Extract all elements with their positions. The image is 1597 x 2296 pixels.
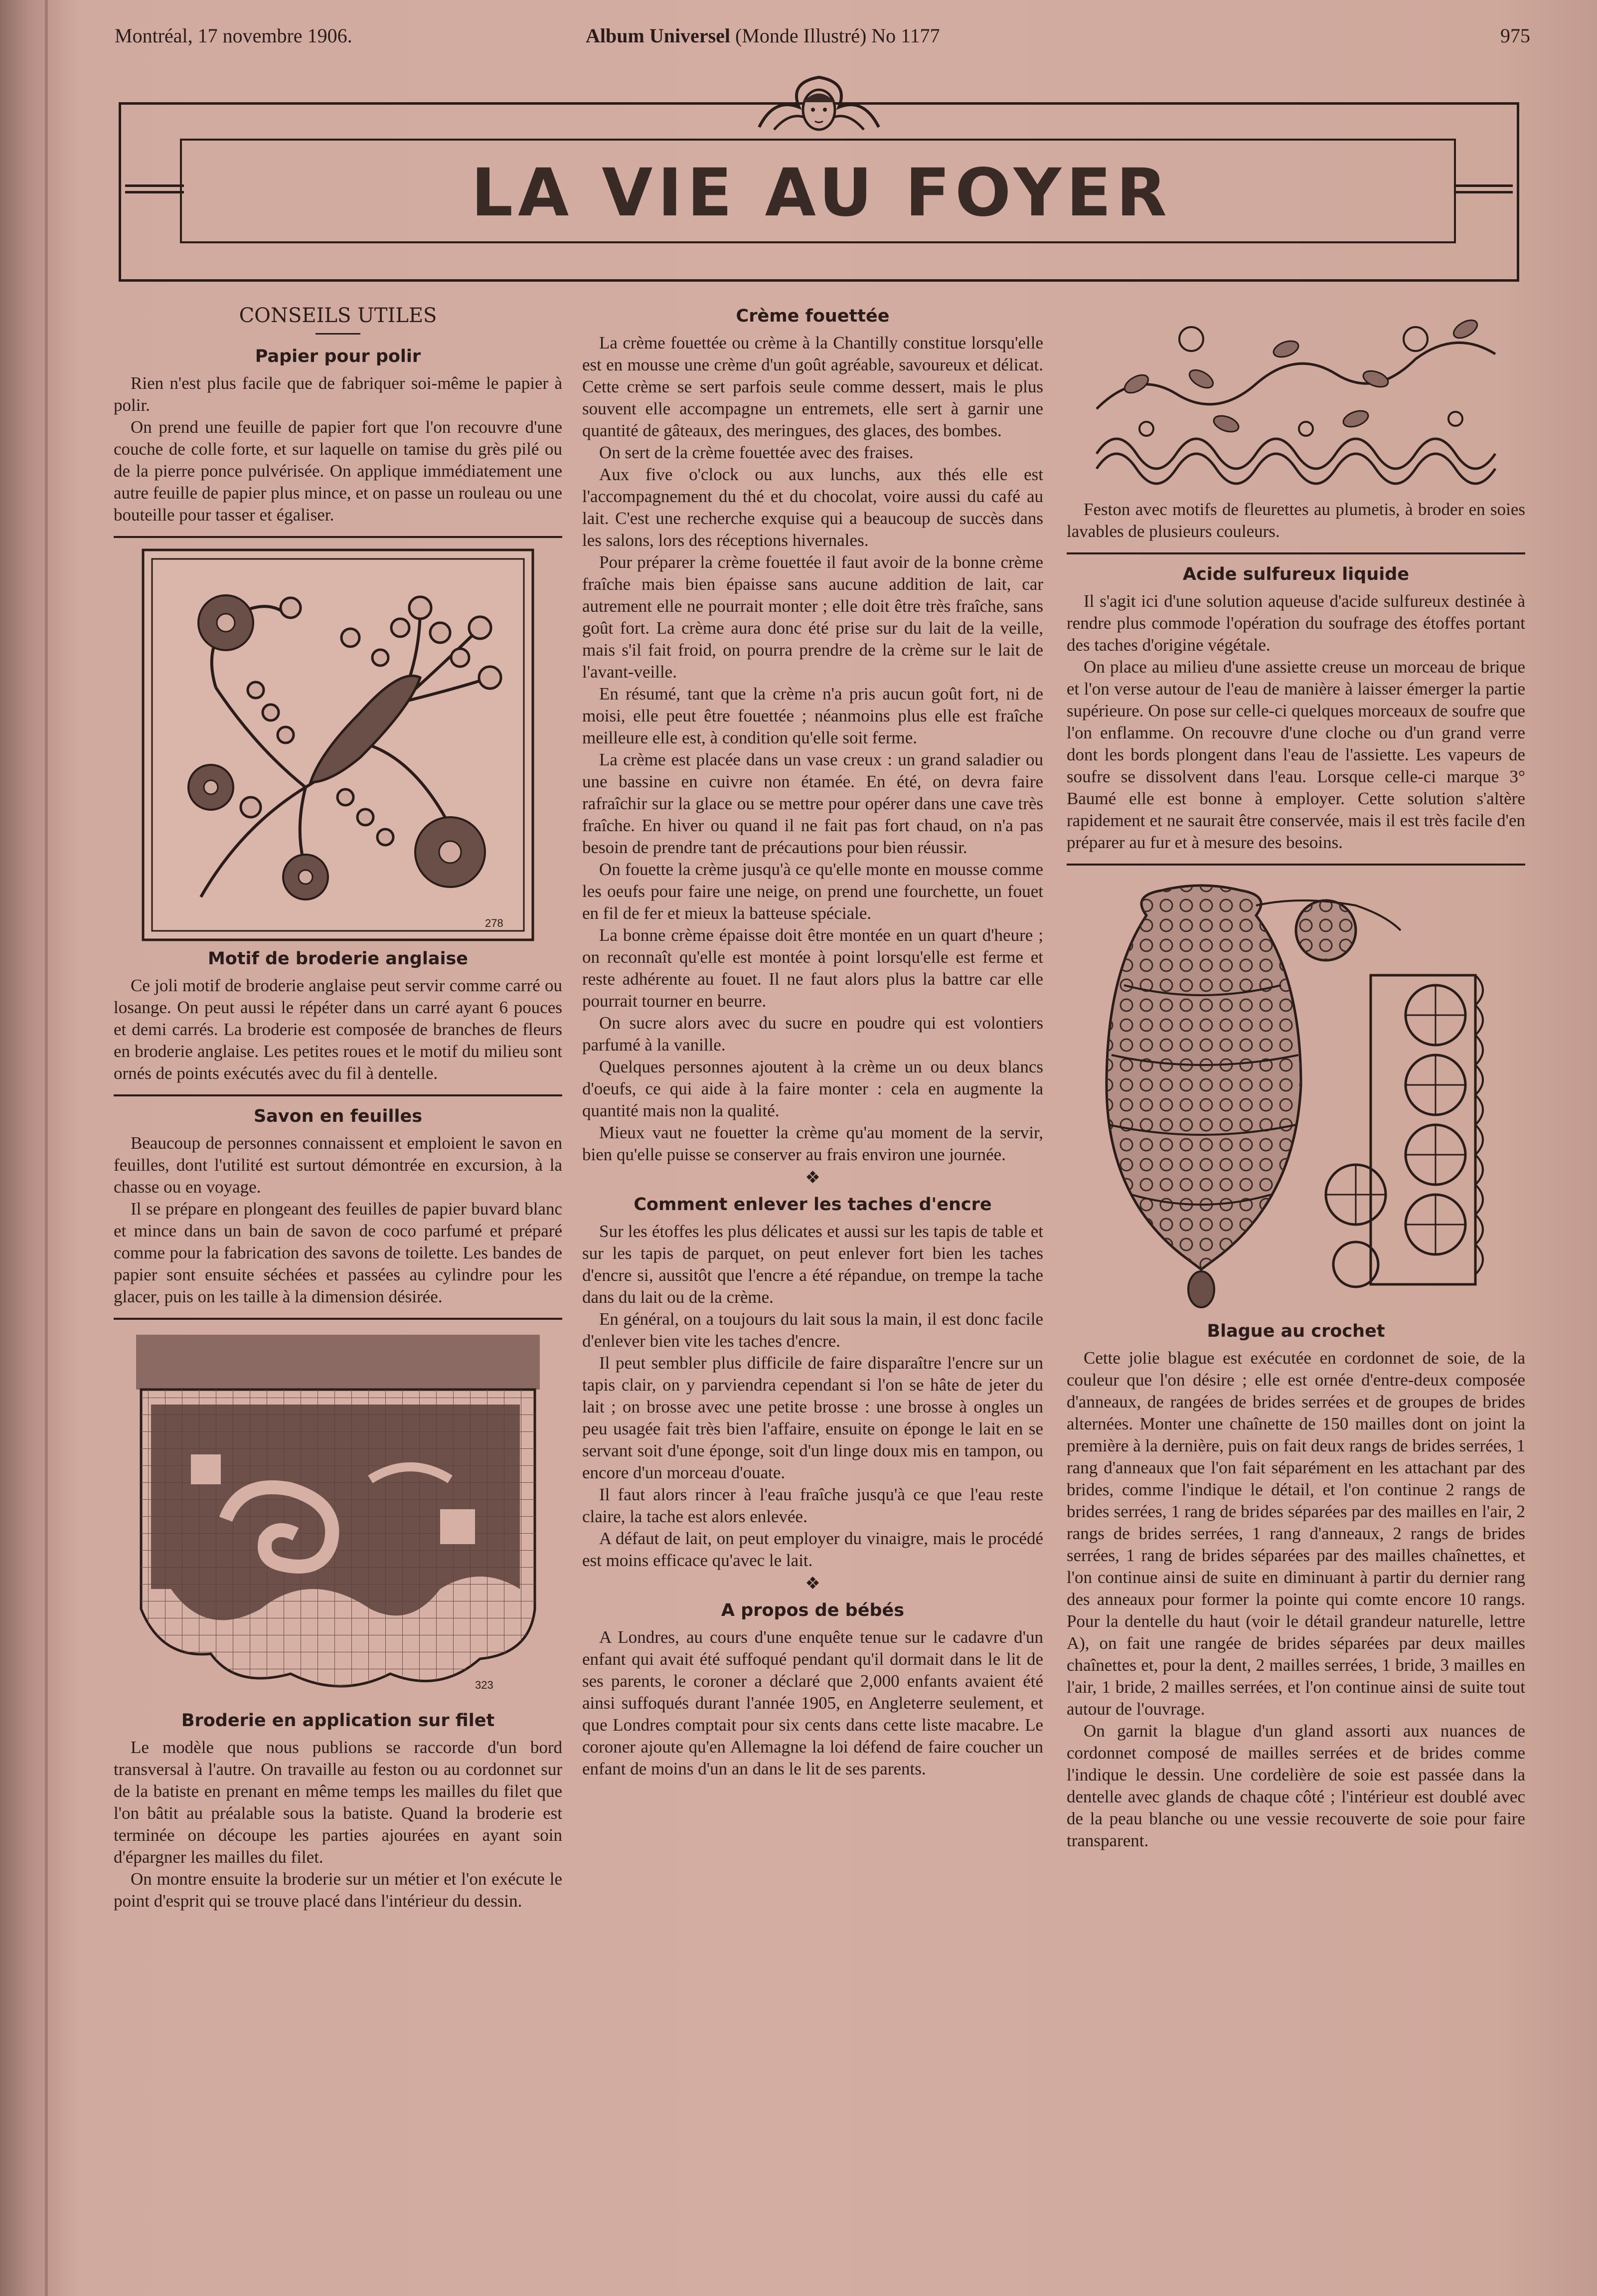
paragraph: On montre ensuite la broderie sur un métier et l'on exécute le point d'esprit qui se trouve placé dans l'intérieur du dessin. [114, 1869, 562, 1911]
heading-papier-pour-polir: Papier pour polir [255, 347, 421, 366]
net-embroidery-icon [131, 1330, 545, 1704]
column-divider [114, 1094, 562, 1096]
paragraph: Beaucoup de personnes connaissent et emploient le savon en feuilles, dont l'utilité est surtout démontrée en excursion, à la chasse ou en voyage. [114, 1133, 562, 1197]
paragraph: On garnit la blague d'un gland assorti aux nuances de cordonnet composé de mailles serrées et de brides comme l'indique le dessin. Une cordelière de soie est passée dans la dentelle avec glands de chaque côté ; l'intérieur est doublé avec de la peau blanche ou une vessie recouverte de soie pour faire transparent. [1067, 1721, 1525, 1850]
paragraph: On sert de la crème fouettée avec des fraises. [599, 443, 914, 462]
section-title-conseils: CONSEILS UTILES [239, 304, 437, 327]
section-banner [119, 102, 1519, 282]
paragraph: Mieux vaut ne fouetter la crème qu'au moment de la servir, bien qu'elle puisse se conserver au frais environ une journée. [582, 1123, 1043, 1164]
asterism-icon: ❖ [805, 1574, 820, 1593]
column-divider [114, 536, 562, 538]
short-divider [316, 333, 360, 335]
paragraph: On place au milieu d'une assiette creuse un morceau de brique et l'on verse autour de l'eau de manière à laisser émerger la partie supérieure. On pose sur celle-ci quelques morceaux de soufre que l'on enflamme. On recouvre d'une cloche ou d'un grand verre dont les bords plongent dans l'eau de l'assiette. Les vapeurs de soufre se dissolvent dans l'eau. Lorsque celle-ci marque 3° Baumé elle est bonne à employer. Cette solution s'altère rapidement et ne saurait être conservée, mais il est très facile d'en préparer au fur et à mesure des besoins. [1067, 657, 1525, 852]
heading-savon-en-feuilles: Savon en feuilles [253, 1106, 423, 1126]
embroidery-motif-icon [141, 548, 535, 942]
paragraph: On sucre alors avec du sucre en poudre qui est volontiers parfumé à la vanille. [582, 1013, 1043, 1055]
heading-propos-bebes: A propos de bébés [721, 1600, 905, 1620]
column-divider [1067, 552, 1525, 554]
blague-crochet-illustration [1077, 876, 1515, 1314]
paragraph: A Londres, au cours d'une enquête tenue sur le cadavre d'un enfant qui avait été suffoqué pendant qu'il dormait dans le lit de ses parents, le coroner a déclaré que 2,000 enfants avaient été ainsi suffoqués durant l'année 1905, en Angleterre seulement, et que Londres comptait pour six cents dans cette liste macabre. Le coroner ajoute qu'en Allemagne la loi défend de faire coucher un enfant de moins d'un an dans le lit de ses parents. [582, 1627, 1043, 1778]
paragraph: La crème est placée dans un vase creux : un grand saladier ou une bassine en cuivre non étamée. En été, on devra faire rafraîchir sur la glace ou se mettre pour opérer dans une cave très fraîche. En hiver ou quand il ne fait pas fort chaud, on n'a pas besoin de prendre tant de précautions pour bien réussir. [582, 750, 1043, 857]
paragraph: La bonne crème épaisse doit être montée en un quart d'heure ; on reconnaît qu'elle est montée à point lorsqu'elle est ferme et reste adhérente au fouet. Il ne faut alors plus la battre car elle pourrait tourner en beurre. [582, 925, 1043, 1011]
figure-number: 323 [475, 1679, 493, 1691]
running-head [115, 24, 1530, 54]
paragraph: Le modèle que nous publions se raccorde d'un bord transversal à l'autre. On travaille au feston ou au cordonnet sur de la batiste en prenant en même temps les mailles du filet que l'on bâtit au préalable sous la batiste. Quand la broderie est terminée on découpe les parties ajourées en ayant soin d'épargner les mailles du filet. [114, 1738, 562, 1867]
filet-illustration [131, 1330, 545, 1704]
feston-caption: Feston avec motifs de fleurettes au plumetis, à broder en soies lavables de plusieurs couleurs. [1067, 500, 1525, 541]
paragraph: Il faut alors rincer à l'eau fraîche jusqu'à ce que l'eau reste claire, la tache est alors enlevée. [582, 1485, 1043, 1526]
paragraph: Il s'agit ici d'une solution aqueuse d'acide sulfureux destinée à rendre plus commode l'opération du soufrage des étoffes portant des taches d'origine végétale. [1067, 591, 1525, 655]
publication-issue: (Monde Illustré) No 1177 [735, 24, 940, 47]
paragraph: Quelques personnes ajoutent à la crème un ou deux blancs d'oeufs, ce qui aide à la faire monter : cela en augmente la quantité mais non la qualité. [582, 1057, 1043, 1120]
crochet-pouch-icon [1077, 876, 1515, 1314]
heading-acide-sulfureux: Acide sulfureux liquide [1182, 564, 1410, 584]
column-1 [114, 299, 562, 1912]
paragraph: En général, on a toujours du lait sous la main, il est donc facile d'enlever bien vite les taches d'encre. [582, 1309, 1043, 1351]
paragraph: Ce joli motif de broderie anglaise peut servir comme carré ou losange. On peut aussi le répéter dans un carré ayant 6 pouces et demi carrés. La broderie est composée de branches de fleurs en broderie anglaise. Les petites roues et le motif du milieu sont ornés de points exécutés avec du fil à dentelle. [114, 976, 562, 1083]
figure-number: 278 [485, 917, 503, 929]
column-2 [582, 299, 1043, 1780]
publication-name: Album Universel [586, 24, 730, 47]
paragraph: La crème fouettée ou crème à la Chantilly constitue lorsqu'elle est en mousse une crème d'un goût agréable, savoureux et délicat. Cette crème se sert parfois seule comme dessert, mais le plus souvent elle accompagne un entremets, elle sert à garnir une quantité de gâteaux, des meringues, des glaces, des bombes. [582, 333, 1043, 440]
paragraph: Rien n'est plus facile que de fabriquer soi-même le papier à polir. [114, 373, 562, 415]
paragraph: A défaut de lait, on peut employer du vinaigre, mais le procédé est moins efficace qu'avec le lait. [582, 1529, 1043, 1570]
paragraph: Pour préparer la crème fouettée il faut avoir de la bonne crème fraîche mais bien épaisse sans aucune addition de lait, car autrement elle ne pourrait monter ; elle doit être très fraîche, sans goût fort. La crème aura donc été prise sur du lait de la veille, mais s'il fait froid, on pourra prendre de la crème sur le lait de l'avant-veille. [582, 552, 1043, 682]
paragraph: Sur les étoffes les plus délicates et aussi sur les tapis de table et sur les tapis de parquet, on peut enlever fort bien les taches d'encre si, aussitôt que l'encre a été répandue, on trempe la tache dans du lait ou de la crème. [582, 1222, 1043, 1307]
heading-taches-encre: Comment enlever les taches d'encre [634, 1195, 992, 1215]
dateline: Montréal, 17 novembre 1906. [115, 24, 352, 47]
page-fold-shadow [45, 0, 48, 2296]
paragraph: En résumé, tant que la crème n'a pris aucun goût fort, ni de moisi, elle peut être fouettée ; néanmoins plus elle est fraîche meilleure elle est, à condition qu'elle soit ferme. [582, 684, 1043, 747]
feston-illustration [1077, 309, 1515, 499]
scalloped-border-icon [1077, 309, 1515, 499]
heading-broderie-filet: Broderie en application sur filet [181, 1711, 495, 1731]
paragraph: On prend une feuille de papier fort que l'on recouvre d'une couche de colle forte, et sur laquelle on tamise du grès pilé ou de la pierre ponce pulvérisée. On applique immédiatement une autre feuille de papier plus mince, et on passe un rouleau ou une bouteille pour tasser et égaliser. [114, 417, 562, 525]
column-divider [114, 1318, 562, 1320]
heading-blague-crochet: Blague au crochet [1207, 1321, 1385, 1341]
paragraph: Il peut sembler plus difficile de faire disparaître l'encre sur un tapis clair, on y parviendra cependant si l'on se hâte de jeter du lait ; on brosse avec une petite brosse : une brosse à ongles un peu usagée fait très bien l'affaire, ensuite on éponge le lait en se servant soit d'une éponge, soit d'un linge doux mis en tampon, ou encore d'un morceau d'ouate. [582, 1353, 1043, 1482]
female-head-ornament-icon [754, 67, 884, 142]
paragraph: Il se prépare en plongeant des feuilles de papier buvard blanc et mince dans un bain de savon de coco parfumé et préparé comme pour la fabrication des savons de toilette. Les bandes de papier sont ensuite séchées et passées au cylindre pour les glacer, puis on les taille à la dimension désirée. [114, 1199, 562, 1306]
heading-motif-broderie: Motif de broderie anglaise [207, 949, 469, 969]
publication-line [586, 24, 940, 47]
paragraph: On fouette la crème jusqu'à ce qu'elle monte en mousse comme les oeufs pour faire une neige, on prend une fourchette, un fouet en fil de fer et mieux la batteuse spéciale. [582, 860, 1043, 923]
banner-title: LA VIE AU FOYER [471, 155, 1172, 231]
asterism-icon: ❖ [805, 1168, 820, 1188]
heading-creme-fouettee: Crème fouettée [736, 306, 890, 326]
column-divider [1067, 864, 1525, 866]
page-number: 975 [1500, 24, 1530, 47]
column-3 [1067, 299, 1525, 1852]
broderie-anglaise-illustration [141, 548, 535, 942]
paragraph: Aux five o'clock ou aux lunchs, aux thés elle est l'accompagnement du thé et du chocolat, voire aussi du café au lait. C'est une recherche exquise qui a beaucoup de succès dans les salons, lors des réceptions hivernales. [582, 465, 1043, 550]
paragraph: Cette jolie blague est exécutée en cordonnet de soie, de la couleur que l'on désire ; elle est ornée d'entre-deux composée d'anneaux, de rangées de brides serrées et de groupes de brides alternées. Monter une chaînette de 150 mailles dont on joint la première à la dernière, puis on fait deux rangs de brides serrées, 1 rang d'anneaux que l'on fait séparément en les attachant par des brides, comme l'indique le détail, et l'on continue 2 rangs de brides serrées, 1 rang de brides séparées par des mailles en l'air, 2 rangs de brides serrées, 1 rang d'anneaux, 2 rangs de brides serrées, 1 rang de brides séparées par des mailles chaînettes, et l'on continue ainsi de suite en diminuant à partir du dernier rang des anneaux pour former la pointe qui comte encore 10 rangs. Pour la dentelle du haut (voir le détail grandeur naturelle, lettre A), on fait une rangée de brides séparées par deux mailles chaînettes et, pour la dent, 2 mailles serrées, 1 bride, 3 mailles en l'air, 1 bride, 2 mailles serrées, et l'on continue ainsi de suite tout autour de l'ouvrage. [1067, 1348, 1525, 1719]
